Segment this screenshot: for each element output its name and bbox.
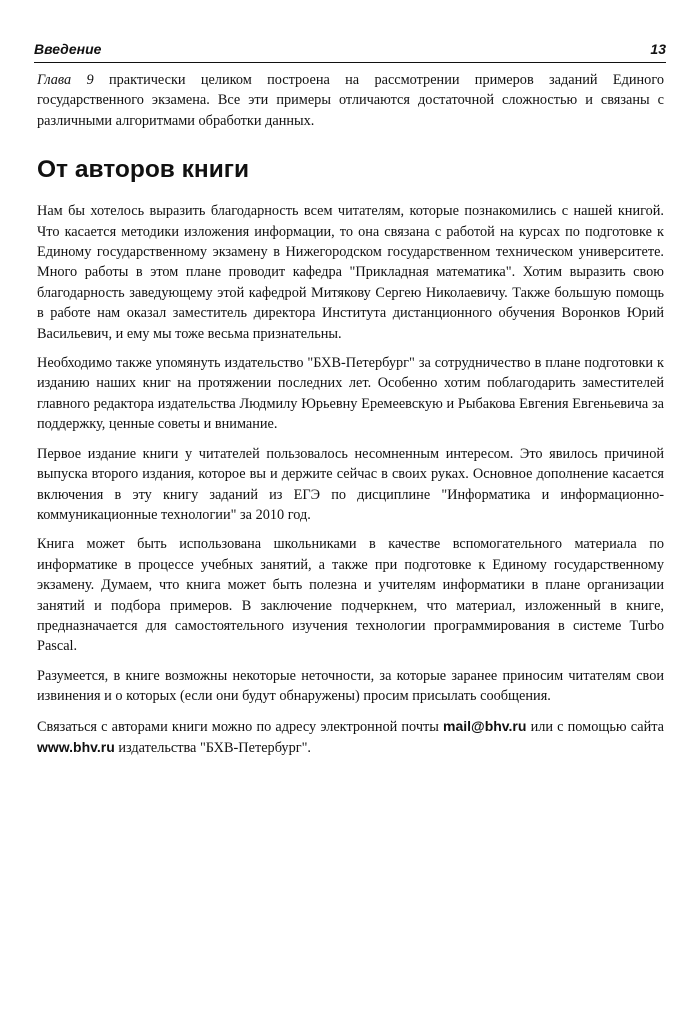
paragraph-acknowledgements: Нам бы хотелось выразить благодарность всем читателям, которые познакомились с нашей книгой. Что касается методики изложения информации, то она связана с работой на курсах по подготовке к Единому государственному экзамену в Нижегородском государственном техническом университете. Много работы в этом плане проводит кафедра "Прикладная математика". Хотим выразить свою благодарность заведующему этой кафедрой Митякову Сергею Николаевичу. Также большую помощь в работе нам оказал заместитель директора Института дистанционного обучения Воронков Юрий Васильевич, и ему мы тоже весьма признательны. [37,203,664,342]
email-link[interactable]: mail@bhv.ru [443,717,527,734]
section-heading: От авторов книги [37,156,250,184]
paragraph-contact [37,716,664,759]
running-header [34,38,666,63]
intro-paragraph [37,70,664,131]
paragraph-second-edition: Первое издание книги у читателей пользовалось несомненным интересом. Это явилось причиной выпуска второго издания, которое вы и держите сейчас в своих руках. Основное дополнение касается включения в эту книгу заданий из ЕГЭ по дисциплине "Информатика и информационно-коммуникационные технологии" за 2010 год. [37,445,664,523]
paragraph-audience: Книга может быть использована школьниками в качестве вспомогательного материала по информатике в процессе учебных занятий, а также при подготовке к Единому государственному экзамену. Думаем, что книга может быть полезна и учителям информатики в плане организации занятий и подбора примеров. В заключение подчеркнем, что материал, изложенный в книге, предназначается для самостоятельного изучения технологии программирования в системе Turbo Pascal. [37,536,664,655]
contact-text-after: издательства "БХВ-Петербург". [114,739,311,756]
page-content [37,70,664,767]
paragraph-errata: Разумеется, в книге возможны некоторые неточности, за которые заранее приносим читателям свои извинения и о которых (если они будут обнаружены) просим присылать сообщения. [37,667,664,705]
intro-text: практически целиком построена на рассмотрении примеров заданий Единого государственного экзамена. Все эти примеры отличаются достаточной сложностью и связаны с различными алгоритмами обработки данных. [37,72,664,129]
paragraph-publisher: Необходимо также упомянуть издательство "БХВ-Петербург" за сотрудничество в плане подготовки к изданию наших книг на протяжении последних лет. Особенно хотим поблагодарить заместителей главного редактора издательства Людмилу Юрьевну Еремеевскую и Рыбакова Евгения Евгеньевича за поддержку, ценные советы и внимание. [37,355,664,433]
chapter-reference: Глава 9 [37,72,94,88]
page-number: 13 [650,41,666,57]
contact-text-middle: или с помощью сайта [526,718,665,735]
contact-text-before: Связаться с авторами книги можно по адресу электронной почты [37,718,444,735]
chapter-title: Введение [34,41,102,57]
website-link[interactable]: www.bhv.ru [37,738,115,755]
